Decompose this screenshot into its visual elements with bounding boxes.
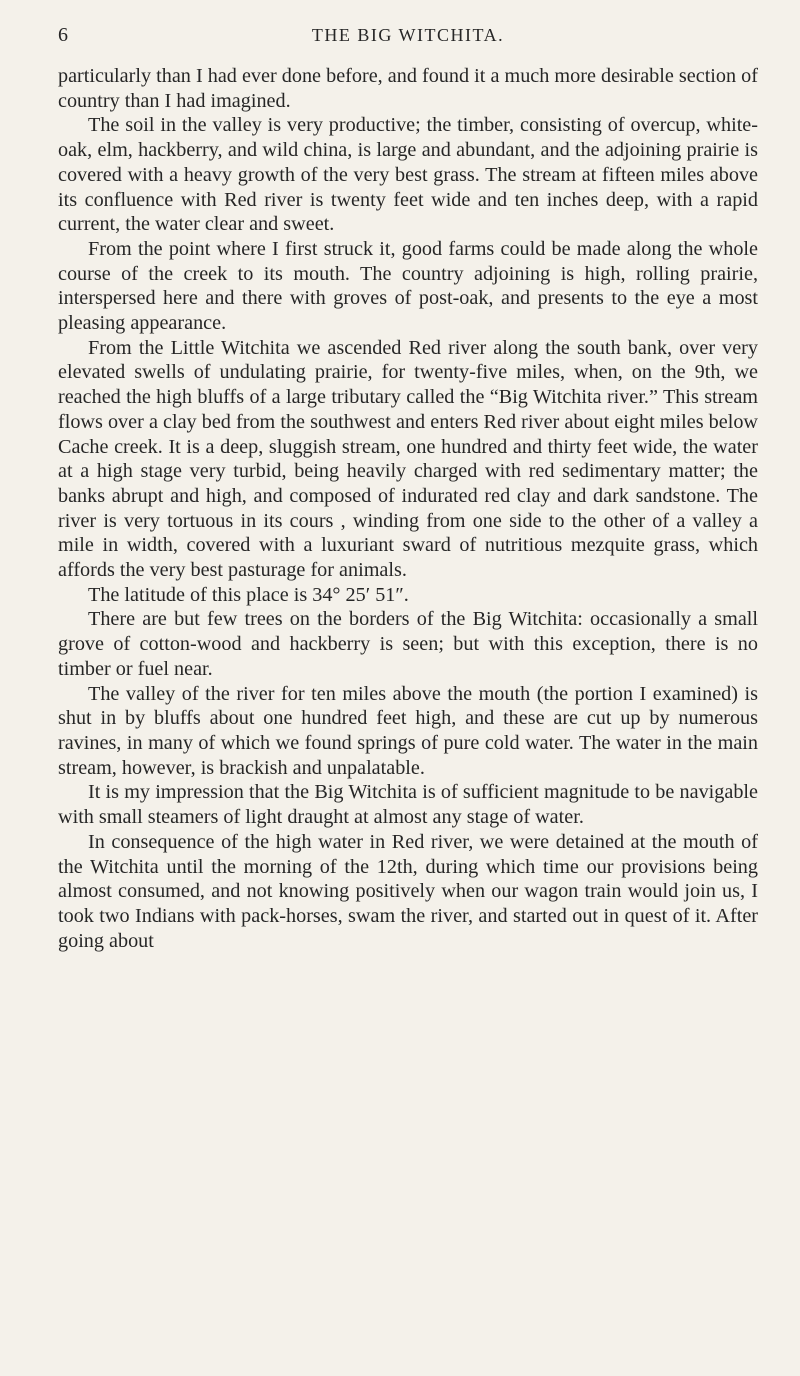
paragraph-latitude: The latitude of this place is 34° 25′ 51″. (88, 583, 409, 606)
paragraph-high-water: In consequence of the high water in Red river, we were detained at the mouth of the Witchita until the morning of the 12th, during which time our provisions being almost consumed, and not knowing positively when our wagon train would join us, I took two Indians with pack-horses, swam the river, and started out in quest of it. After going about (58, 830, 758, 952)
paragraph-big-witchita: From the Little Witchita we ascended Red river along the south bank, over very elevated swells of undulating prairie, for twenty-five miles, when, on the 9th, we reached the high bluffs of a large tributary called the “Big Witchita river.” This stream flows over a clay bed from the southwest and enters Red river about eight miles below Cache creek. It is a deep, sluggish stream, one hundred and thirty feet wide, the water at a high stage very turbid, being heavily charged with red sedimentary matter; the banks abrupt and high, and composed of indurated red clay and dark sandstone. The river is very tortuous in its cours , winding from one side to the other of a valley a mile in width, covered with a luxuriant sward of nutritious mezquite grass, which affords the very best pasturage for animals. (58, 336, 758, 582)
paragraph-farms: From the point where I first struck it, good farms could be made along the whole course of the creek to its mouth. The country adjoining is high, rolling prairie, interspersed here and there with groves of post-oak, and presents to the eye a most pleasing appearance. (58, 237, 758, 335)
page-number: 6 (58, 24, 68, 46)
running-head: THE BIG WITCHITA. (311, 25, 505, 45)
paragraph-continued: particularly than I had ever done before, and found it a much more desirable section of country than I had imagined. (58, 65, 758, 112)
paragraph-navigable: It is my impression that the Big Witchita is of sufficient magnitude to be navigable with small steamers of light draught at almost any stage of water. (58, 781, 758, 829)
paragraph-soil: The soil in the valley is very productive; the timber, consisting of overcup, white-oak, elm, hackberry, and wild china, is large and abundant, and the adjoining prairie is covered with a heavy growth of the very best grass. The stream at fifteen miles above its confluence with Red river is twenty feet wide and ten inches deep, with a rapid current, the water clear and sweet. (58, 114, 758, 236)
paragraph-valley: The valley of the river for ten miles above the mouth (the portion I examined) is shut in by bluffs about one hundred feet high, and these are cut up by numerous ravines, in many of which we found springs of pure cold water. The water in the main stream, however, is brackish and unpalatable. (58, 682, 758, 779)
page-header (58, 24, 758, 64)
book-page (58, 24, 758, 953)
body-text (58, 64, 758, 953)
paragraph-trees: There are but few trees on the borders of the Big Witchita: occasionally a small grove of cotton-wood and hackberry is seen; but with this exception, there is no timber or fuel near. (58, 608, 758, 680)
